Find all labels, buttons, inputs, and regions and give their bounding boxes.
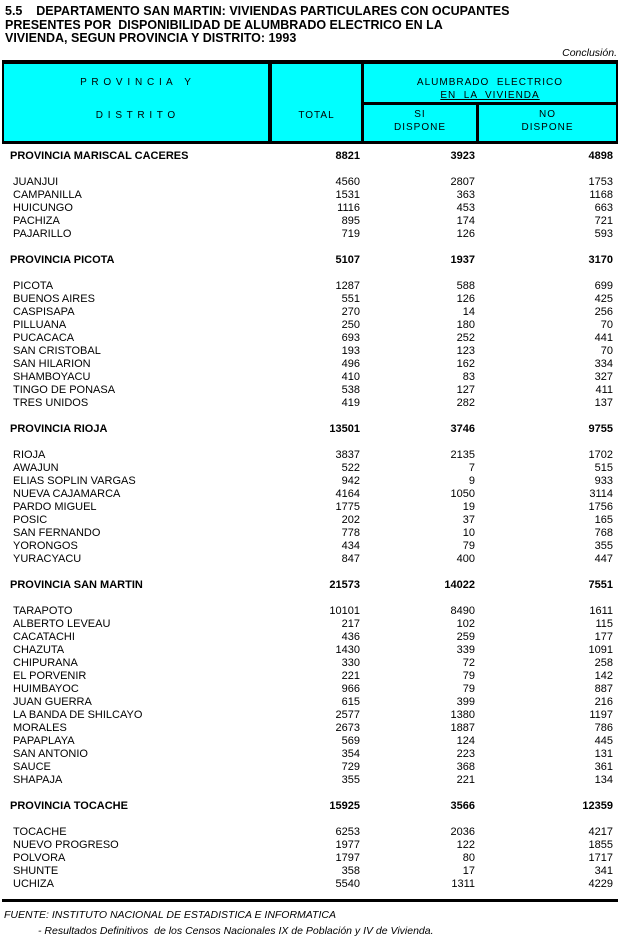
si-dispone-value: 1937 — [450, 253, 475, 266]
district-name: HUICUNGO — [13, 201, 73, 214]
total-value: 330 — [341, 656, 360, 669]
total-value: 5540 — [335, 877, 360, 890]
total-value: 419 — [341, 396, 360, 409]
district-row — [2, 722, 618, 735]
district-row — [2, 215, 618, 228]
header-alumbrado-group — [364, 64, 616, 141]
no-dispone-value: 1717 — [588, 851, 613, 864]
total-value: 3837 — [335, 448, 360, 461]
si-dispone-value: 282 — [456, 396, 475, 409]
no-dispone-value: 327 — [594, 370, 613, 383]
no-dispone-value: 445 — [594, 734, 613, 747]
total-value: 4560 — [335, 175, 360, 188]
si-dispone-value: 399 — [456, 695, 475, 708]
no-dispone-value: 341 — [594, 864, 613, 877]
total-value: 1977 — [335, 838, 360, 851]
province-row — [2, 254, 618, 267]
si-dispone-value: 79 — [462, 682, 475, 695]
no-dispone-value: 1756 — [588, 500, 613, 513]
district-name: SAN ANTONIO — [13, 747, 88, 760]
total-value: 847 — [341, 552, 360, 565]
total-value: 10101 — [329, 604, 360, 617]
district-row — [2, 384, 618, 397]
si-dispone-value: 221 — [456, 773, 475, 786]
no-dispone-value: 1855 — [588, 838, 613, 851]
district-name: POLVORA — [13, 851, 66, 864]
source-detail: - Resultados Definitivos de los Censos Nacionales IX de Población y IV de Vivienda. — [38, 924, 434, 937]
district-name: ELIAS SOPLIN VARGAS — [13, 474, 136, 487]
si-dispone-value: 80 — [462, 851, 475, 864]
district-row — [2, 371, 618, 384]
si-dispone-value: 3746 — [450, 422, 475, 435]
province-section — [2, 423, 618, 566]
no-dispone-value: 887 — [594, 682, 613, 695]
no-dispone-value: 411 — [595, 383, 613, 396]
no-dispone-value: 1197 — [589, 708, 613, 721]
total-value: 354 — [341, 747, 360, 760]
district-row — [2, 839, 618, 852]
total-value: 21573 — [329, 578, 360, 591]
province-name: PROVINCIA PICOTA — [10, 253, 115, 266]
total-value: 615 — [341, 695, 360, 708]
no-dispone-value: 425 — [594, 292, 613, 305]
si-dispone-value: 14022 — [444, 578, 475, 591]
district-name: TRES UNIDOS — [13, 396, 89, 409]
si-dispone-value: 9 — [468, 474, 475, 487]
source-note: FUENTE: INSTITUTO NACIONAL DE ESTADISTICA E INFORMATICA — [4, 908, 336, 921]
district-row — [2, 397, 618, 410]
si-dispone-value: 126 — [456, 227, 475, 240]
no-dispone-value: 3170 — [588, 253, 613, 266]
total-value: 270 — [341, 305, 360, 318]
header-no-line2: DISPONE — [521, 121, 574, 133]
district-name: PARDO MIGUEL — [13, 500, 97, 513]
district-name: POSIC — [13, 513, 48, 526]
total-value: 436 — [341, 630, 360, 643]
no-dispone-value: 355 — [594, 539, 613, 552]
district-row — [2, 527, 618, 540]
no-dispone-value: 1753 — [588, 175, 613, 188]
si-dispone-value: 162 — [456, 357, 475, 370]
total-value: 1531 — [335, 188, 360, 201]
total-value: 1430 — [335, 643, 360, 656]
total-value: 522 — [341, 461, 360, 474]
no-dispone-value: 1091 — [588, 643, 613, 656]
district-name: SAN FERNANDO — [13, 526, 101, 539]
page-title — [0, 0, 620, 46]
total-value: 496 — [341, 357, 360, 370]
no-dispone-value: 515 — [594, 461, 613, 474]
district-row — [2, 319, 618, 332]
total-value: 193 — [341, 344, 360, 357]
total-value: 434 — [341, 539, 360, 552]
header-subcolumns — [364, 105, 616, 141]
province-section — [2, 800, 618, 891]
district-name: HUIMBAYOC — [13, 682, 79, 695]
total-value: 358 — [341, 864, 360, 877]
total-value: 2673 — [335, 721, 360, 734]
no-dispone-value: 1702 — [588, 448, 613, 461]
si-dispone-value: 2036 — [450, 825, 475, 838]
district-name: EL PORVENIR — [13, 669, 87, 682]
si-dispone-value: 368 — [456, 760, 475, 773]
header-provincia-line1: P R O V I N C I A Y — [80, 76, 192, 88]
si-dispone-value: 10 — [462, 526, 475, 539]
district-row — [2, 514, 618, 527]
district-name: SHUNTE — [13, 864, 59, 877]
district-name: PUCACACA — [13, 331, 75, 344]
si-dispone-value: 83 — [462, 370, 475, 383]
district-name: BUENOS AIRES — [13, 292, 95, 305]
district-row — [2, 618, 618, 631]
no-dispone-value: 216 — [594, 695, 613, 708]
header-si-dispone — [364, 105, 479, 141]
si-dispone-value: 588 — [456, 279, 475, 292]
si-dispone-value: 123 — [456, 344, 475, 357]
table-footer — [0, 909, 620, 937]
district-row — [2, 345, 618, 358]
no-dispone-value: 131 — [594, 747, 613, 760]
header-si-line1: SI — [414, 108, 426, 120]
si-dispone-value: 17 — [462, 864, 475, 877]
no-dispone-value: 165 — [594, 513, 613, 526]
total-value: 217 — [341, 617, 360, 630]
district-name: TARAPOTO — [13, 604, 73, 617]
district-row — [2, 462, 618, 475]
header-distrito-line2: D I S T R I T O — [95, 109, 177, 121]
district-name: CASPISAPA — [13, 305, 75, 318]
district-row — [2, 553, 618, 566]
district-row — [2, 501, 618, 514]
total-value: 729 — [341, 760, 360, 773]
district-name: CHAZUTA — [13, 643, 65, 656]
no-dispone-value: 12359 — [582, 799, 613, 812]
district-name: NUEVA CAJAMARCA — [13, 487, 121, 500]
header-no-dispone — [479, 105, 616, 141]
no-dispone-value: 4898 — [588, 149, 613, 162]
si-dispone-value: 339 — [456, 643, 475, 656]
no-dispone-value: 361 — [594, 760, 613, 773]
province-row — [2, 150, 618, 163]
province-name: PROVINCIA RIOJA — [10, 422, 108, 435]
si-dispone-value: 1380 — [450, 708, 475, 721]
district-row — [2, 475, 618, 488]
district-row — [2, 488, 618, 501]
header-si-line2: DISPONE — [393, 121, 446, 133]
district-name: YURACYACU — [13, 552, 82, 565]
district-row — [2, 202, 618, 215]
district-row — [2, 644, 618, 657]
district-name: LA BANDA DE SHILCAYO — [13, 708, 143, 721]
si-dispone-value: 2135 — [450, 448, 475, 461]
district-row — [2, 358, 618, 371]
header-alumbrado-title — [364, 64, 616, 105]
si-dispone-value: 180 — [456, 318, 475, 331]
province-section — [2, 579, 618, 787]
district-name: PACHIZA — [13, 214, 60, 227]
district-name: YORONGOS — [13, 539, 78, 552]
district-name: NUEVO PROGRESO — [13, 838, 119, 851]
district-name: RIOJA — [13, 448, 46, 461]
no-dispone-value: 721 — [594, 214, 613, 227]
total-value: 2577 — [335, 708, 360, 721]
header-alumbrado-line1: ALUMBRADO ELECTRICO — [416, 76, 564, 88]
district-name: PILLUANA — [13, 318, 67, 331]
no-dispone-value: 258 — [594, 656, 613, 669]
province-name: PROVINCIA TOCACHE — [10, 799, 128, 812]
no-dispone-value: 768 — [594, 526, 613, 539]
total-value: 942 — [341, 474, 360, 487]
total-value: 966 — [341, 682, 360, 695]
si-dispone-value: 363 — [456, 188, 475, 201]
total-value: 250 — [341, 318, 360, 331]
district-name: JUAN GUERRA — [13, 695, 92, 708]
district-row — [2, 865, 618, 878]
district-row — [2, 280, 618, 293]
si-dispone-value: 1887 — [450, 721, 475, 734]
no-dispone-value: 4229 — [588, 877, 613, 890]
page-title-line2: PRESENTES POR DISPONIBILIDAD DE ALUMBRADO ELECTRICO EN LA — [5, 17, 443, 32]
total-value: 410 — [341, 370, 360, 383]
si-dispone-value: 259 — [456, 630, 475, 643]
si-dispone-value: 14 — [462, 305, 475, 318]
total-value: 778 — [341, 526, 360, 539]
si-dispone-value: 3566 — [450, 799, 475, 812]
no-dispone-value: 3114 — [589, 487, 613, 500]
si-dispone-value: 400 — [456, 552, 475, 565]
district-row — [2, 605, 618, 618]
no-dispone-value: 142 — [594, 669, 613, 682]
total-value: 569 — [341, 734, 360, 747]
si-dispone-value: 1311 — [451, 877, 475, 890]
district-row — [2, 293, 618, 306]
no-dispone-value: 4217 — [588, 825, 613, 838]
total-value: 538 — [341, 383, 360, 396]
district-row — [2, 670, 618, 683]
no-dispone-value: 441 — [594, 331, 613, 344]
district-row — [2, 540, 618, 553]
statistics-table — [2, 60, 618, 902]
si-dispone-value: 8490 — [450, 604, 475, 617]
total-value: 1116 — [337, 201, 360, 214]
no-dispone-value: 933 — [594, 474, 613, 487]
si-dispone-value: 174 — [456, 214, 475, 227]
si-dispone-value: 2807 — [450, 175, 475, 188]
no-dispone-value: 699 — [594, 279, 613, 292]
total-value: 4164 — [335, 487, 360, 500]
province-section — [2, 150, 618, 241]
total-value: 355 — [341, 773, 360, 786]
si-dispone-value: 1050 — [450, 487, 475, 500]
si-dispone-value: 3923 — [450, 149, 475, 162]
header-alumbrado-line2: EN LA VIVIENDA — [440, 89, 540, 101]
total-value: 202 — [341, 513, 360, 526]
district-name: JUANJUI — [13, 175, 59, 188]
province-section — [2, 254, 618, 410]
total-value: 1797 — [335, 851, 360, 864]
district-name: UCHIZA — [13, 877, 54, 890]
table-body — [2, 144, 618, 902]
total-value: 551 — [341, 292, 360, 305]
page-title-line3: VIVIENDA, SEGUN PROVINCIA Y DISTRITO: 1993 — [5, 31, 297, 45]
district-name: PAJARILLO — [13, 227, 72, 240]
district-name: CHIPURANA — [13, 656, 78, 669]
district-name: SAN HILARION — [13, 357, 91, 370]
total-value: 15925 — [329, 799, 360, 812]
district-row — [2, 696, 618, 709]
total-value: 895 — [341, 214, 360, 227]
district-name: TINGO DE PONASA — [13, 383, 116, 396]
no-dispone-value: 593 — [594, 227, 613, 240]
district-name: TOCACHE — [13, 825, 67, 838]
si-dispone-value: 72 — [462, 656, 475, 669]
no-dispone-value: 786 — [594, 721, 613, 734]
no-dispone-value: 7551 — [588, 578, 613, 591]
continuation-note: Conclusión. — [562, 46, 617, 59]
si-dispone-value: 79 — [462, 669, 475, 682]
district-name: ALBERTO LEVEAU — [13, 617, 111, 630]
no-dispone-value: 334 — [594, 357, 613, 370]
province-name: PROVINCIA MARISCAL CACERES — [10, 149, 189, 162]
district-name: SHAPAJA — [13, 773, 63, 786]
no-dispone-value: 70 — [600, 344, 613, 357]
province-row — [2, 800, 618, 813]
header-provincia-distrito — [4, 64, 272, 141]
district-row — [2, 774, 618, 787]
si-dispone-value: 124 — [456, 734, 475, 747]
total-value: 6253 — [335, 825, 360, 838]
si-dispone-value: 79 — [462, 539, 475, 552]
district-name: PAPAPLAYA — [13, 734, 75, 747]
district-row — [2, 735, 618, 748]
district-name: PICOTA — [13, 279, 54, 292]
province-row — [2, 579, 618, 592]
district-name: CACATACHI — [13, 630, 75, 643]
total-value: 693 — [341, 331, 360, 344]
district-row — [2, 657, 618, 670]
district-row — [2, 228, 618, 241]
si-dispone-value: 127 — [456, 383, 475, 396]
si-dispone-value: 37 — [462, 513, 475, 526]
si-dispone-value: 7 — [468, 461, 475, 474]
no-dispone-value: 1168 — [589, 188, 613, 201]
district-name: SAN CRISTOBAL — [13, 344, 101, 357]
total-value: 221 — [341, 669, 360, 682]
district-name: SAUCE — [13, 760, 51, 773]
total-value: 1775 — [335, 500, 360, 513]
si-dispone-value: 223 — [456, 747, 475, 760]
header-no-line1: NO — [539, 108, 556, 120]
no-dispone-value: 447 — [594, 552, 613, 565]
page-title-line1: 5.5 DEPARTAMENTO SAN MARTIN: VIVIENDAS PARTICULARES CON OCUPANTES — [5, 4, 510, 18]
total-value: 719 — [341, 227, 360, 240]
si-dispone-value: 102 — [456, 617, 475, 630]
district-row — [2, 189, 618, 202]
no-dispone-value: 1611 — [589, 604, 613, 617]
si-dispone-value: 252 — [456, 331, 475, 344]
district-row — [2, 332, 618, 345]
si-dispone-value: 126 — [456, 292, 475, 305]
district-row — [2, 709, 618, 722]
total-value: 13501 — [329, 422, 360, 435]
no-dispone-value: 134 — [594, 773, 613, 786]
district-row — [2, 748, 618, 761]
district-row — [2, 683, 618, 696]
total-value: 8821 — [335, 149, 360, 162]
district-row — [2, 826, 618, 839]
district-row — [2, 306, 618, 319]
no-dispone-value: 115 — [595, 617, 613, 630]
no-dispone-value: 663 — [594, 201, 613, 214]
table-header — [2, 60, 618, 144]
total-value: 5107 — [335, 253, 360, 266]
no-dispone-value: 70 — [600, 318, 613, 331]
district-row — [2, 761, 618, 774]
district-name: CAMPANILLA — [13, 188, 82, 201]
district-name: AWAJUN — [13, 461, 59, 474]
si-dispone-value: 453 — [456, 201, 475, 214]
si-dispone-value: 122 — [456, 838, 475, 851]
district-row — [2, 449, 618, 462]
header-total: TOTAL — [272, 64, 364, 141]
no-dispone-value: 256 — [594, 305, 613, 318]
si-dispone-value: 19 — [462, 500, 475, 513]
province-row — [2, 423, 618, 436]
district-row — [2, 176, 618, 189]
no-dispone-value: 9755 — [588, 422, 613, 435]
province-name: PROVINCIA SAN MARTIN — [10, 578, 143, 591]
no-dispone-value: 137 — [594, 396, 613, 409]
district-name: MORALES — [13, 721, 67, 734]
total-value: 1287 — [335, 279, 360, 292]
district-name: SHAMBOYACU — [13, 370, 91, 383]
no-dispone-value: 177 — [594, 630, 613, 643]
district-row — [2, 631, 618, 644]
district-row — [2, 852, 618, 865]
district-row — [2, 878, 618, 891]
